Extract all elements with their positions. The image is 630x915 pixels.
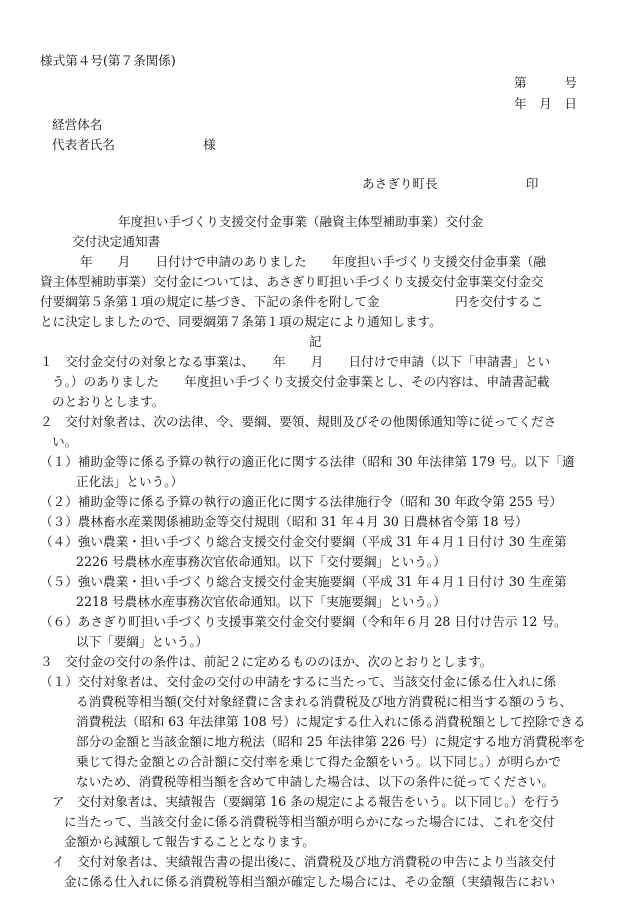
form-label: 様式第４号(第７条関係) xyxy=(40,53,176,68)
body-line: （１）交付対象者は、交付金の交付の申請をするに当たって、当該交付金に係る仕入れに係 xyxy=(40,674,557,689)
body-line: 以下「要綱」という。） xyxy=(76,634,209,649)
body-line: のとおりとします。 xyxy=(52,394,165,409)
document-date: 年 月 日 xyxy=(514,96,577,111)
body-line: １ 交付金交付の対象となる事業は、 年 月 日付けで申請（以下「申請書」とい xyxy=(40,354,551,369)
body-line: ３ 交付金の交付の条件は、前記２に定めるもののほか、次のとおりとします。 xyxy=(40,654,493,669)
intro-line: とに決定しましたので、同要綱第７条第１項の規定により通知します。 xyxy=(40,314,442,329)
body-line: 乗じて得た金額との合計額に交付率を乗じて得た金額をいう。以下同じ。）が明らかで xyxy=(76,754,561,769)
document-title: 年度担い手づくり支援交付金事業（融資主体型補助事業）交付金 xyxy=(118,214,484,229)
body-line: ないため、消費税等相当額を含めて申請した場合は、以下の条件に従ってください。 xyxy=(76,774,555,789)
document-subtitle: 交付決定通知書 xyxy=(72,234,161,249)
body-line: （１）補助金等に係る予算の執行の適正化に関する法律（昭和 30 年法律第 179 号。以下「適 xyxy=(40,454,575,469)
body-line: る消費税等相当額(交付対象経費に含まれる消費税及び地方消費税に相当する額のうち、 xyxy=(76,694,573,709)
intro-line: 付要綱第５条第１項の規定に基づき、下記の条件を附して金 円を交付するこ xyxy=(40,294,544,309)
recipient-business-name: 経営体名 xyxy=(52,117,103,132)
body-line: （５）強い農業・担い手づくり総合支援交付金実施要綱（平成 31 年４月１日付け 30 生産第 xyxy=(40,574,567,589)
body-line: （４）強い農業・担い手づくり総合支援交付金交付要綱（平成 31 年４月１日付け 30 生産第 xyxy=(40,534,567,549)
body-line: （６）あさぎり町担い手づくり支援事業交付金交付要綱（令和年６月 28 日付け告示 12 号。 xyxy=(40,614,567,629)
body-line: （３）農林畜水産業関係補助金等交付規則（昭和 31 年４月 30 日農林省令第 18 号） xyxy=(40,514,528,529)
body-line: 2218 号農林水産事務次官依命通知。以下「実施要綱」という。） xyxy=(76,594,446,609)
body-line: 金に係る仕入れに係る消費税等相当額が確定した場合には、その金額（実績報告におい xyxy=(64,874,556,889)
intro-line: 資主体型補助事業）交付金については、あさぎり町担い手づくり支援交付金事業交付金交 xyxy=(40,274,544,289)
body-line: （２）補助金等に係る予算の執行の適正化に関する法律施行令（昭和 30 年政令第 255 号） xyxy=(40,494,563,509)
body-line: い。 xyxy=(52,434,78,449)
body-line: 部分の金額と当該金額に地方税法（昭和 25 年法律第 226 号）に規定する地方消費税率を xyxy=(76,734,586,749)
body-line: う。）のありました 年度担い手づくり支援交付金事業とし、その内容は、申請書記載 xyxy=(52,374,550,389)
body-line: ア 交付対象者は、実績報告（要綱第 16 条の規定による報告をいう。以下同じ。）を行う xyxy=(52,794,561,809)
document-number: 第 号 xyxy=(514,75,577,90)
body-line: 正化法」という。） xyxy=(76,474,184,489)
recipient-representative: 代表者氏名 様 xyxy=(52,137,216,152)
body-line: 金額から減額して報告することとなります。 xyxy=(64,834,315,849)
body-line: イ 交付対象者は、実績報告書の提出後に、消費税及び地方消費税の申告により当該交付 xyxy=(52,854,556,869)
body-line: に当たって、当該交付金に係る消費税等相当額が明らかになった場合には、これを交付 xyxy=(64,814,555,829)
ki-heading: 記 xyxy=(309,334,322,349)
body-line: ２ 交付対象者は、次の法律、令、要綱、要領、規則及びその他関係通知等に従ってくださ xyxy=(40,414,557,429)
body-line: 2226 号農林水産事務次官依命通知。以下「交付要綱」という。） xyxy=(76,554,446,569)
intro-line: 年 月 日付けで申請のありました 年度担い手づくり支援交付金事業（融 xyxy=(80,254,546,269)
body-line: 消費税法（昭和 63 年法律第 108 号）に規定する仕入れに係る消費税額として控除できる xyxy=(76,714,586,729)
issuer-line: あさぎり町長 印 xyxy=(362,176,539,191)
